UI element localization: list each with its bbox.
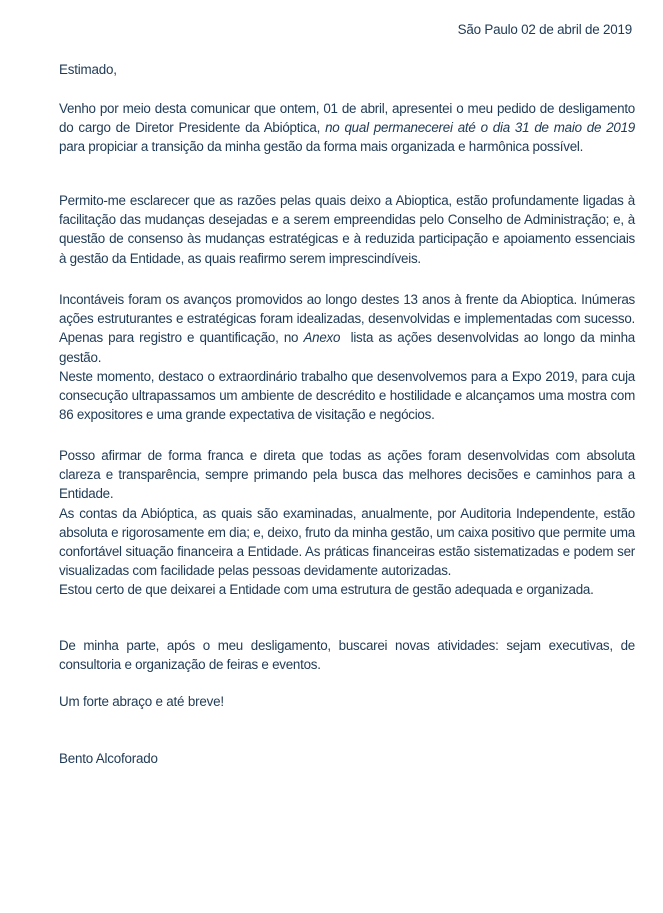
text-run: Incontáveis foram os avanços promovidos ao longo destes 13 anos à frente da Abioptica. Inúmeras ações estruturantes e estratégicas foram idealizadas, desenvolvidas e implementadas com sucesso. Apenas para registro e quantificação, no: [59, 292, 635, 346]
paragraph-reasons: [59, 191, 635, 268]
text-run: para propiciar a transição da minha gestão da forma mais organizada e harmônica possível.: [59, 139, 584, 155]
paragraph-text: As contas da Abióptica, as quais são examinadas, anualmente, por Auditoria Independente, estão absoluta e rigorosamente em dia; e, deixo, fruto da minha gestão, um caixa positivo que permite uma confortável situação financeira a Entidade. As práticas financeiras estão sistematizadas e podem ser visualizadas com facilidade pelas pessoas devidamente autorizadas.: [59, 505, 635, 579]
signature: Bento Alcoforado: [59, 751, 158, 766]
paragraph-text: [59, 99, 635, 157]
closing: Um forte abraço e até breve!: [59, 694, 224, 709]
italic-text-run: no qual permanecerei até o dia 31 de maio de 2019: [325, 120, 635, 136]
paragraph-text: Posso afirmar de forma franca e direta que todas as ações foram desenvolvidas com absoluta clareza e transparência, sempre primando pela busca das melhores decisões e caminhos para a Entidade.: [59, 448, 635, 502]
paragraph-transparency: [59, 446, 635, 600]
paragraph-text: Permito-me esclarecer que as razões pelas quais deixo a Abioptica, estão profundamente ligadas à facilitação das mudanças desejadas e a serem empreendidas pelo Conselho de Administração; e, à questão de consenso às mudanças estratégicas e à reduzida participação e apoiamento essenciais à gestão da Entidade, as quais reafirmo serem imprescindíveis.: [59, 193, 635, 266]
letter-date: São Paulo 02 de abril de 2019: [457, 22, 632, 37]
paragraph-text: [59, 290, 639, 367]
paragraph-resignation: [59, 99, 635, 157]
paragraph-future: [59, 636, 635, 674]
paragraph-text: Estou certo de que deixarei a Entidade com uma estrutura de gestão adequada e organizada.: [59, 582, 594, 598]
text-run: lista as ações desenvolvidas ao longo da minha gestão.: [59, 330, 639, 365]
paragraph-text: De minha parte, após o meu desligamento, buscarei novas atividades: sejam executivas, de consultoria e organização de feiras e eventos.: [59, 638, 635, 673]
paragraph-achievements: [59, 290, 639, 424]
italic-text-run: Anexo: [303, 330, 341, 346]
salutation: Estimado,: [59, 62, 117, 77]
text-run: Venho por meio desta comunicar que ontem, 01 de abril, apresentei o meu pedido de desligamento do cargo de Diretor Presidente da Abióptica,: [59, 101, 635, 136]
paragraph-text: Neste momento, destaco o extraordinário trabalho que desenvolvemos para a Expo 2019, para cuja consecução ultrapassamos um ambiente de descrédito e hostilidade e alcançamos uma mostra com 86 expositores e uma grande expectativa de visitação e negócios.: [59, 368, 635, 423]
